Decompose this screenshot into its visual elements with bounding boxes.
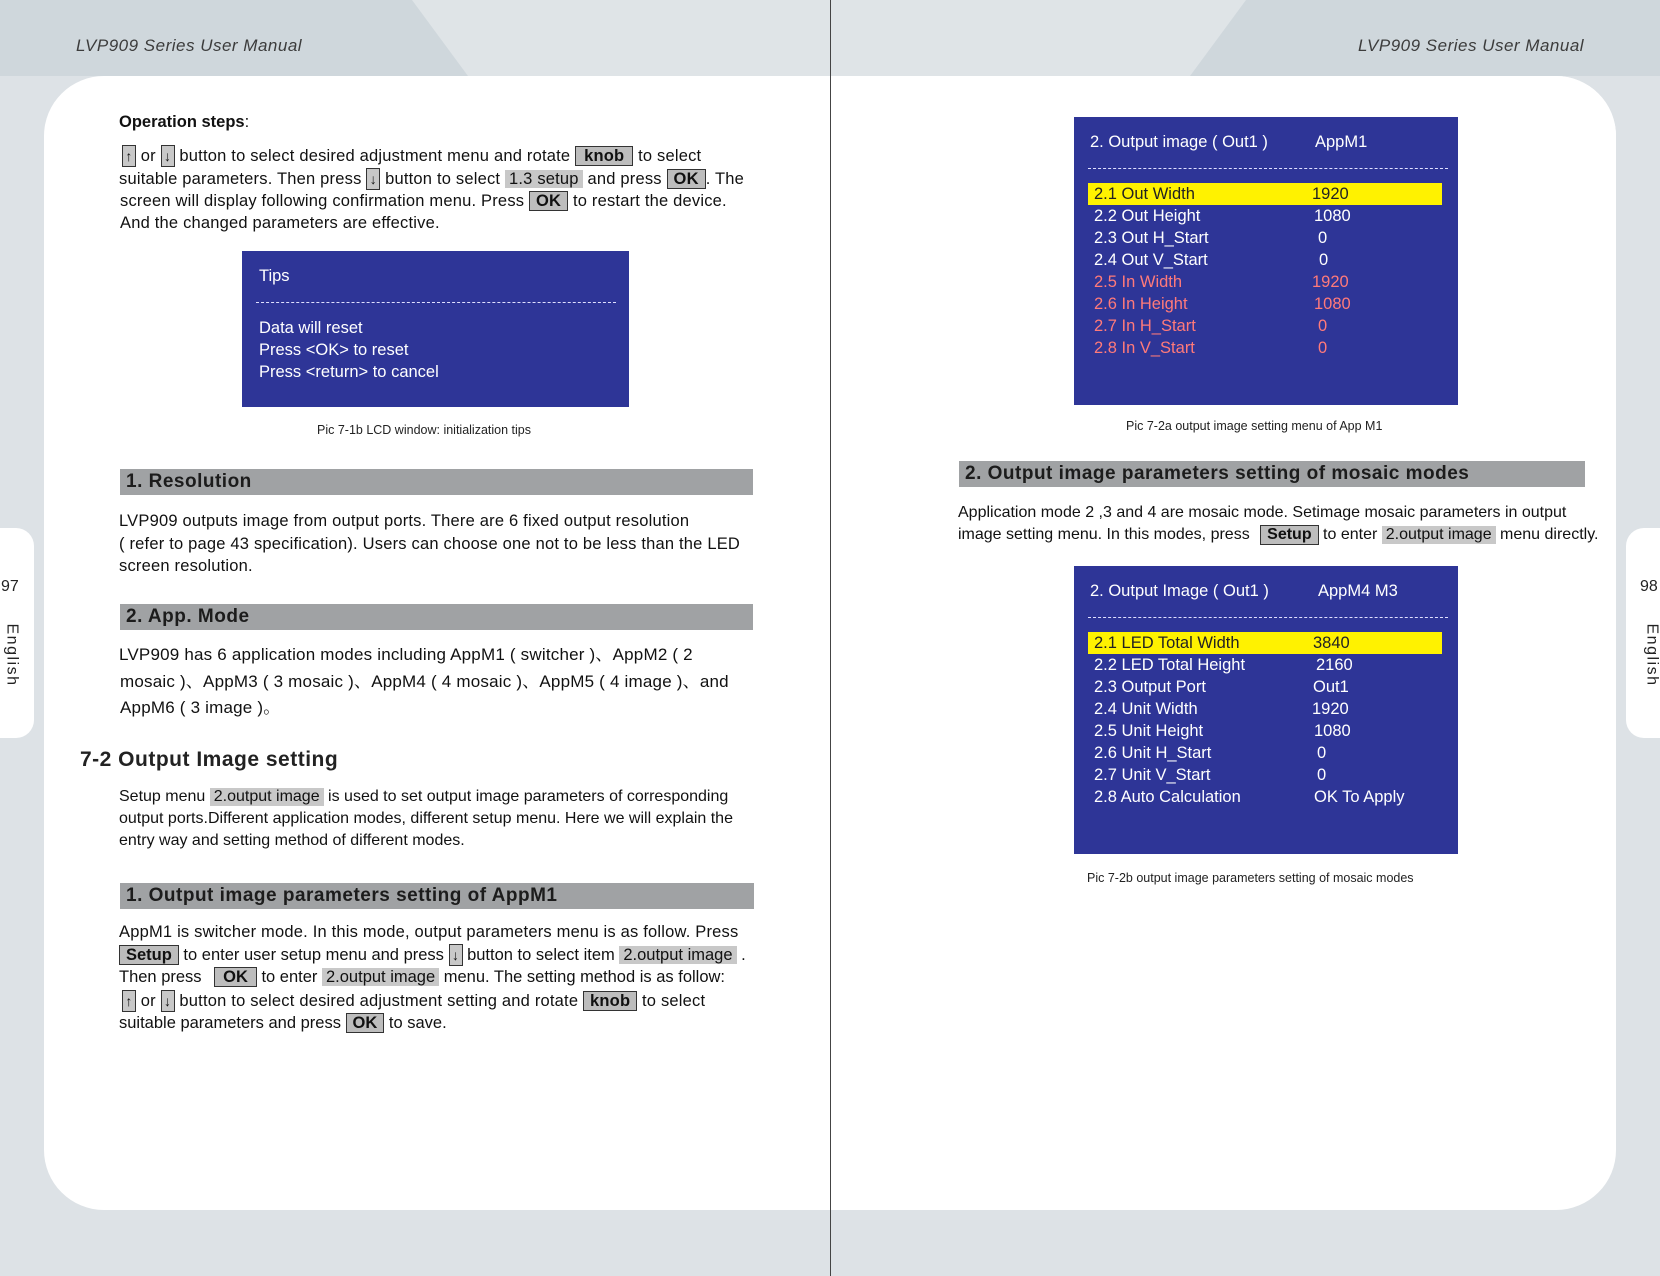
- lcd-output-image-appm1: [1074, 117, 1458, 405]
- tips-lcd-line: Press <return> to cancel: [259, 363, 439, 381]
- left-header-title: LVP909 Series User Manual: [76, 36, 303, 55]
- lcd-a-row: 2.8 In V_Start 0: [1094, 339, 1328, 357]
- lcd-output-image-mosaic: [1074, 566, 1458, 854]
- left-page-number: 97: [1, 578, 19, 595]
- appm1-line-1: AppM1 is switcher mode. In this mode, output parameters menu is as follow. Press: [119, 923, 739, 941]
- lcd-a-row: 2.7 In H_Start 0: [1094, 317, 1328, 335]
- right-side-label: English: [1643, 623, 1660, 687]
- appm1-line-2: Setup to enter user setup menu and press ↓ button to select item 2.output image .: [119, 944, 746, 966]
- setup-key: Setup: [119, 945, 179, 965]
- app-mode-line: mosaic )、AppM3 ( 3 mosaic )、AppM4 ( 4 mosaic )、AppM5 ( 4 image )、and: [120, 672, 729, 691]
- knob-key: knob: [575, 146, 633, 166]
- op-line-3: screen will display following confirmation menu. Press OK to restart the device.: [120, 192, 727, 210]
- lcd-a-divider: [1088, 168, 1448, 169]
- op-line-1: ↑ or ↓ button to select desired adjustment menu and rotate knob to select: [122, 145, 701, 167]
- operation-steps-heading: [119, 111, 249, 133]
- resolution-line: screen resolution.: [119, 557, 253, 575]
- arrow-up-icon: ↑: [122, 145, 136, 167]
- app-mode-line: AppM6 ( 3 image )。: [120, 698, 281, 717]
- lcd-a-row: 2.2 Out Height 1080: [1094, 207, 1351, 225]
- lcd-a-row: 2.1 Out Width 1920: [1088, 183, 1442, 205]
- right-page-number: 98: [1640, 578, 1658, 595]
- lcd-b-row: 2.8 Auto Calculation OK To Apply: [1094, 788, 1405, 806]
- lcd-b-divider: [1088, 617, 1448, 618]
- setup-line-1: Setup menu 2.output image is used to set output image parameters of corresponding: [119, 788, 729, 805]
- lcd-b-row: 2.2 LED Total Height 2160: [1094, 656, 1353, 674]
- section-resolution: 1. Resolution: [120, 469, 753, 495]
- mosaic-line-1: Application mode 2 ,3 and 4 are mosaic mode. Setimage mosaic parameters in output: [958, 504, 1567, 521]
- knob-key: knob: [583, 991, 637, 1011]
- setup-key: Setup: [1260, 525, 1318, 545]
- lcd-a-row: 2.4 Out V_Start 0: [1094, 251, 1329, 269]
- lcd-b-row: 2.6 Unit H_Start 0: [1094, 744, 1327, 762]
- caption-b: Pic 7-2b output image parameters setting of mosaic modes: [1087, 871, 1414, 885]
- menu-output-image: 2.output image: [210, 788, 324, 806]
- ok-key: OK: [346, 1013, 385, 1033]
- left-side-label: English: [3, 623, 21, 687]
- lcd-a-row: 2.5 In Width 1920: [1094, 273, 1349, 291]
- right-page-corner: [1556, 76, 1616, 136]
- arrow-down-icon: ↓: [449, 944, 463, 966]
- tips-lcd-window: [242, 251, 629, 407]
- section-mosaic-modes: 2. Output image parameters setting of mosaic modes: [959, 461, 1585, 487]
- ok-key: OK: [529, 191, 568, 211]
- app-mode-line: LVP909 has 6 application modes including AppM1 ( switcher )、AppM2 ( 2: [119, 645, 693, 664]
- lcd-b-row: 2.7 Unit V_Start 0: [1094, 766, 1327, 784]
- lcd-a-mode: AppM1: [1315, 133, 1368, 151]
- arrow-down-icon: ↓: [161, 990, 175, 1012]
- arrow-up-icon: ↑: [122, 990, 136, 1012]
- op-line-4: And the changed parameters are effective.: [120, 214, 440, 232]
- menu-1-3-setup: 1.3 setup: [505, 170, 583, 188]
- operation-steps-colon: :: [244, 113, 250, 131]
- tips-caption: Pic 7-1b LCD window: initialization tips: [317, 423, 531, 437]
- lcd-b-mode: AppM4 M3: [1318, 582, 1398, 600]
- tips-lcd-divider: [256, 302, 616, 303]
- ok-key: OK: [214, 967, 257, 987]
- section-app-mode: 2. App. Mode: [120, 604, 753, 630]
- arrow-down-icon: ↓: [161, 145, 175, 167]
- tips-lcd-line: Data will reset: [259, 319, 363, 337]
- lcd-b-row: 2.3 Output Port Out1: [1094, 678, 1349, 696]
- lcd-b-row: 2.1 LED Total Width 3840: [1088, 632, 1442, 654]
- appm1-line-5: suitable parameters and press OK to save.: [119, 1014, 447, 1032]
- section-appm1: 1. Output image parameters setting of AppM1: [120, 883, 754, 909]
- lcd-a-title: 2. Output image ( Out1 ): [1090, 133, 1268, 151]
- arrow-down-icon: ↓: [366, 168, 380, 190]
- right-header-title: LVP909 Series User Manual: [1358, 36, 1585, 55]
- appm1-line-3: Then press OK to enter 2.output image menu. The setting method is as follow:: [119, 968, 726, 986]
- lcd-b-row: 2.4 Unit Width 1920: [1094, 700, 1349, 718]
- menu-output-image: 2.output image: [619, 946, 736, 964]
- menu-output-image: 2.output image: [1382, 526, 1496, 544]
- left-page: [44, 76, 830, 1210]
- resolution-line: ( refer to page 43 specification). Users can choose one not to be less than the LED: [119, 535, 741, 553]
- lcd-a-row: 2.3 Out H_Start 0: [1094, 229, 1328, 247]
- page-gutter: [830, 0, 831, 1276]
- lcd-b-title: 2. Output Image ( Out1 ): [1090, 582, 1269, 600]
- setup-line-3: entry way and setting method of different modes.: [119, 832, 465, 849]
- op-line-2: suitable parameters. Then press ↓ button to select 1.3 setup and press OK . The: [119, 170, 744, 188]
- resolution-line: LVP909 outputs image from output ports. There are 6 fixed output resolution: [119, 512, 690, 530]
- caption-a: Pic 7-2a output image setting menu of App M1: [1126, 419, 1383, 433]
- lcd-a-row: 2.6 In Height 1080: [1094, 295, 1351, 313]
- mosaic-line-2: image setting menu. In this modes, press Setup to enter 2.output image menu directly.: [958, 526, 1599, 543]
- ok-key: OK: [667, 169, 706, 189]
- tips-lcd-title: Tips: [259, 267, 290, 285]
- menu-output-image: 2.output image: [322, 968, 439, 986]
- appm1-line-4: ↑ or ↓ button to select desired adjustment setting and rotate knob to select: [122, 990, 705, 1012]
- tips-lcd-line: Press <OK> to reset: [259, 341, 409, 359]
- heading-7-2: 7-2 Output Image setting: [80, 748, 339, 771]
- operation-steps-title: Operation steps: [119, 113, 245, 131]
- lcd-b-row: 2.5 Unit Height 1080: [1094, 722, 1351, 740]
- setup-line-2: output ports.Different application modes, different setup menu. Here we will explain the: [119, 810, 733, 827]
